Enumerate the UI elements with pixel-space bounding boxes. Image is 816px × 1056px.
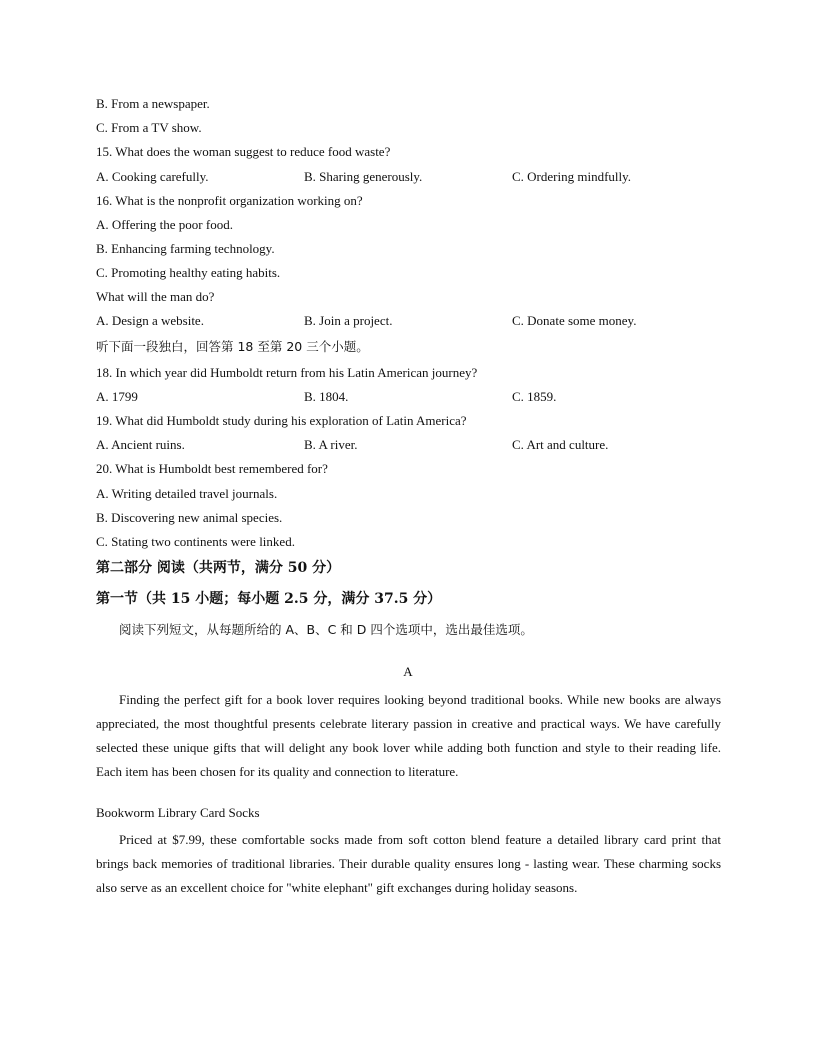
q20-option-a: A. Writing detailed travel journals. [96,486,278,501]
q18-option-b: B. 1804. [304,389,349,404]
section-2-part-1-title: 第一节（共 15 小题；每小题 2.5 分，满分 37.5 分） [96,591,442,607]
q19-option-a: A. Ancient ruins. [96,437,185,452]
item-1-description: Priced at $7.99, these comfortable socks made from soft cotton blend feature a detailed library card print that brings back memories of traditional libraries. Their durable quality ensures long - lasting wear. These charming socks also serve as an excellent choice for "white elephant" gift exchanges during holiday seasons. [96,832,721,895]
q16-option-a: A. Offering the poor food. [96,217,233,232]
q14-option-c: C. From a TV show. [96,120,202,135]
q18-option-c: C. 1859. [512,389,557,404]
q18-option-a: A. 1799 [96,389,138,404]
q15-option-c: C. Ordering mindfully. [512,169,632,184]
q19-option-c: C. Art and culture. [512,437,609,452]
q20-stem: 20. What is Humboldt best remembered for? [96,461,328,476]
q15-stem: 15. What does the woman suggest to reduce food waste? [96,144,391,159]
q20-option-c: C. Stating two continents were linked. [96,534,295,549]
q17-option-a: A. Design a website. [96,313,204,328]
q15-option-b: B. Sharing generously. [304,169,423,184]
q19-option-b: B. A river. [304,437,358,452]
passage-intro: Finding the perfect gift for a book lover requires looking beyond traditional books. While new books are always appreciated, the most thoughtful presents celebrate literary passion in creative and practical ways. We have carefully selected these unique gifts that will delight any book lover while adding both function and style to their reading life. Each item has been chosen for its quality and connection to literature. [96,692,721,779]
monologue-instruction: 听下面一段独白，回答第 18 至第 20 三个小题。 [96,339,369,354]
item-1-title: Bookworm Library Card Socks [96,805,260,820]
q16-option-b: B. Enhancing farming technology. [96,241,275,256]
section-2-title: 第二部分 阅读（共两节，满分 50 分） [96,560,341,576]
q16-option-c: C. Promoting healthy eating habits. [96,265,281,280]
q19-stem: 19. What did Humboldt study during his exploration of Latin America? [96,413,467,428]
q18-stem: 18. In which year did Humboldt return from his Latin American journey? [96,365,478,380]
q15-option-a: A. Cooking carefully. [96,169,209,184]
q20-option-b: B. Discovering new animal species. [96,510,283,525]
reading-instruction: 阅读下列短文，从每题所给的 A、B、C 和 D 四个选项中，选出最佳选项。 [119,622,533,637]
q14-option-b: B. From a newspaper. [96,96,210,111]
q17-option-b: B. Join a project. [304,313,393,328]
q16-stem: 16. What is the nonprofit organization working on? [96,193,363,208]
passage-letter: A [403,664,413,679]
q17-stem: What will the man do? [96,289,215,304]
q17-option-c: C. Donate some money. [512,313,637,328]
